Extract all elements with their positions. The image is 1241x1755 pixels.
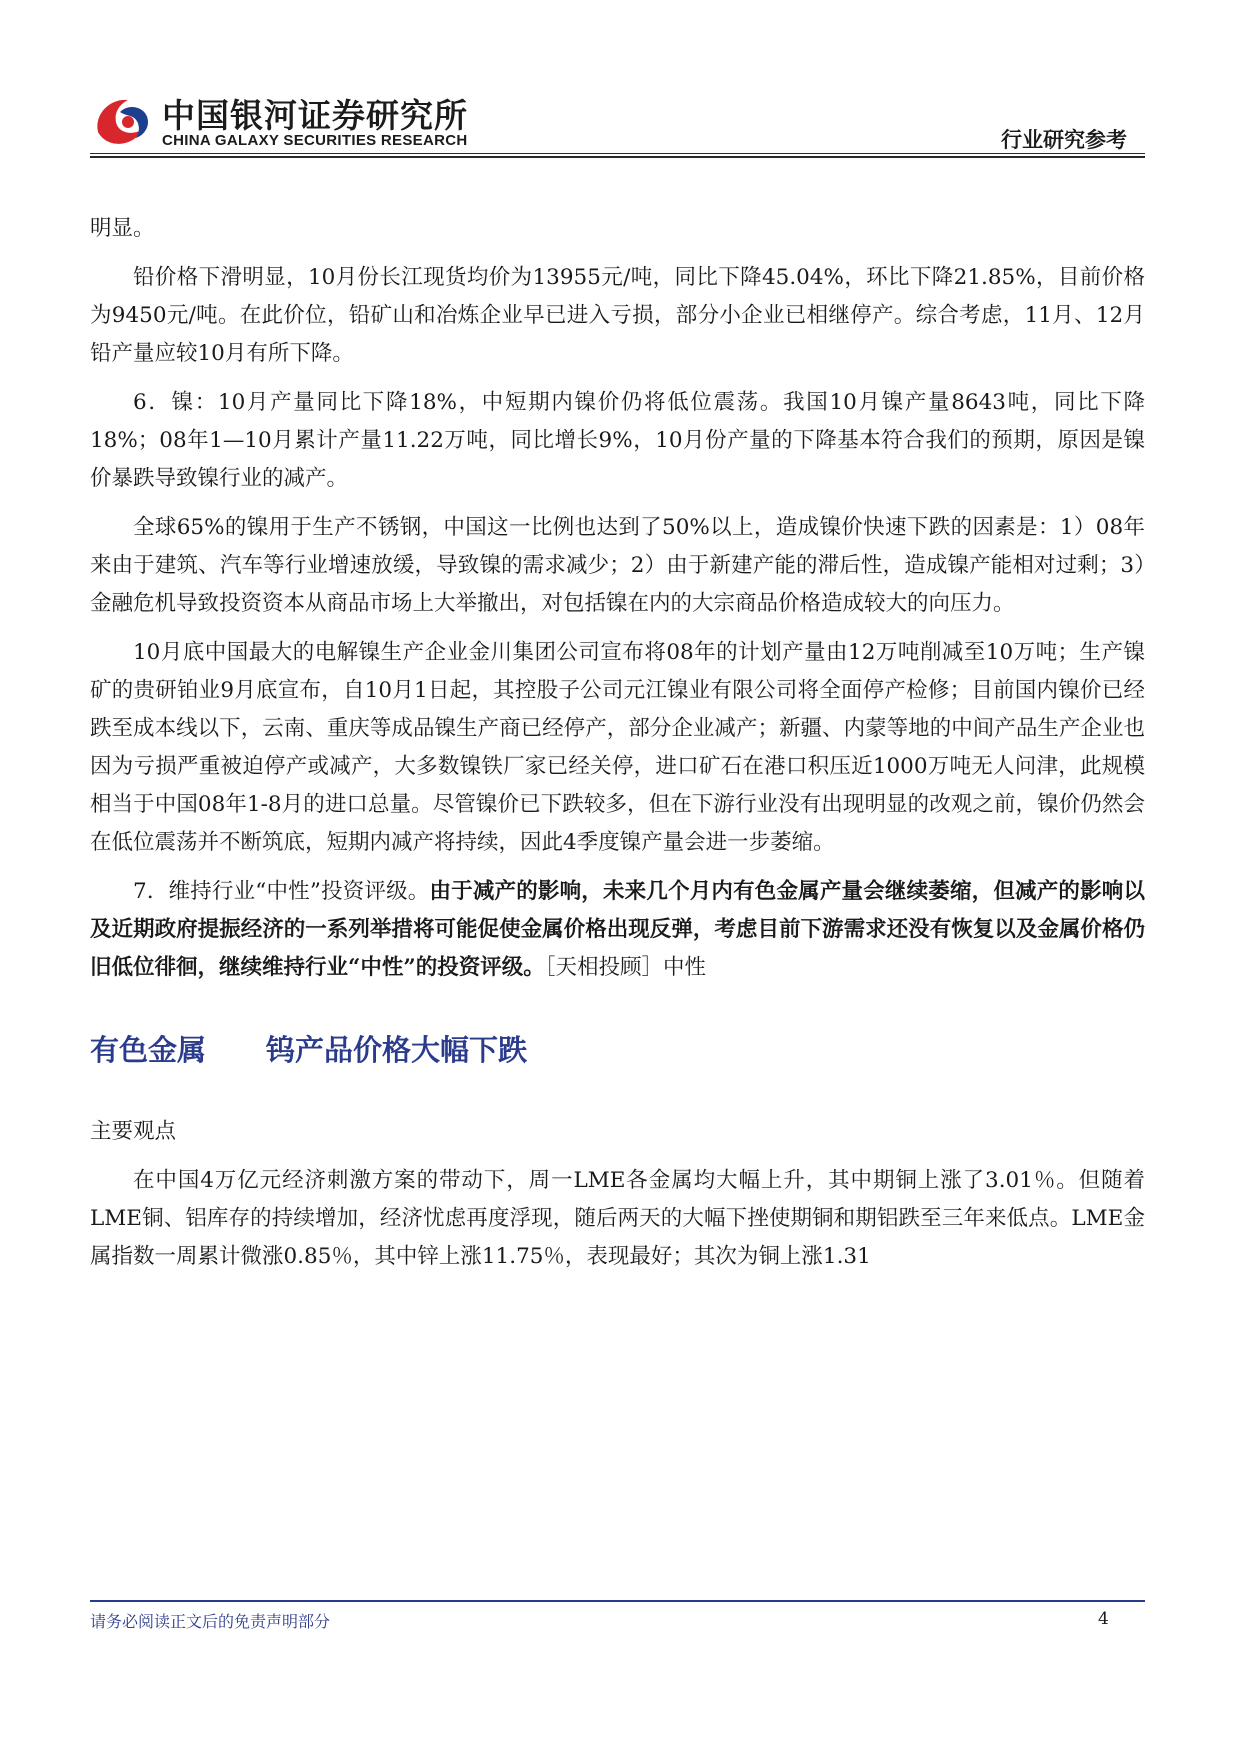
page-number: 4 (1098, 1609, 1109, 1629)
paragraph: 在中国4万亿元经济刺激方案的带动下，周一LME各金属均大幅上升，其中期铜上涨了3.01％。但随着LME铜、铝库存的持续增加，经济忧虑再度浮现，随后两天的大幅下挫使期铜和期铝跌至三年来低点。LME金属指数一周累计微涨0.85％，其中锌上涨11.75％，表现最好；其次为铜上涨1.31 (90, 1168, 1145, 1269)
paragraph: 10月底中国最大的电解镍生产企业金川集团公司宣布将08年的计划产量由12万吨削减至10万吨；生产镍矿的贵研铂业9月底宣布，自10月1日起，其控股子公司元江镍业有限公司将全面停产检修；目前国内镍价已经跌至成本线以下，云南、重庆等成品镍生产商已经停产，部分企业减产；新疆、内蒙等地的中间产品生产企业也因为亏损严重被迫停产或减产，大多数镍铁厂家已经关停，进口矿石在港口积压近1000万吨无人问津，此规模相当于中国08年1-8月的进口总量。尽管镍价已下跌较多，但在下游行业没有出现明显的改观之前，镍价仍然会在低位震荡并不断筑底，短期内减产将持续，因此4季度镍产量会进一步萎缩。 (90, 640, 1145, 855)
paragraph: 明显。 (90, 216, 155, 241)
rating-paragraph (90, 873, 1145, 987)
galaxy-logo-icon (90, 92, 152, 154)
header-divider-thick (90, 156, 1145, 158)
document-type-label: 行业研究参考 (1001, 128, 1127, 152)
article-body (90, 210, 1145, 1276)
rating-emphasis: 由于减产的影响，未来几个月内有色金属产量会继续萎缩，但减产的影响以及近期政府提振经济的一系列举措将可能促使金属价格出现反弹，考虑目前下游需求还没有恢复以及金属价格仍旧低位徘徊，继续维持行业“中性”的投资评级。 (90, 879, 1145, 980)
rating-lead: 7．维持行业“中性”投资评级。 (133, 879, 430, 904)
header-divider-thin (90, 153, 1145, 154)
paragraph: 6．镍：10月产量同比下降18%，中短期内镍价仍将低位震荡。我国10月镍产量8643吨，同比下降18%；08年1—10月累计产量11.22万吨，同比增长9%，10月份产量的下降基本符合我们的预期，原因是镍价暴跌导致镍行业的减产。 (90, 390, 1145, 491)
disclaimer-note: 请务必阅读正文后的免责声明部分 (90, 1612, 331, 1631)
logo-english-name: CHINA GALAXY SECURITIES RESEARCH (162, 132, 468, 149)
logo-chinese-name: 中国银河证券研究所 (162, 96, 468, 135)
section-heading (90, 1031, 1145, 1069)
page-header (90, 84, 1145, 154)
section-title: 钨产品价格大幅下跌 (266, 1033, 528, 1067)
section-category: 有色金属 (90, 1033, 207, 1067)
rating-source: ［天相投顾］中性 (544, 955, 707, 980)
main-view-label: 主要观点 (90, 1119, 177, 1144)
paragraph: 全球65%的镍用于生产不锈钢，中国这一比例也达到了50%以上，造成镍价快速下跌的因素是：1）08年来由于建筑、汽车等行业增速放缓，导致镍的需求减少；2）由于新建产能的滞后性，造成镍产能相对过剩；3）金融危机导致投资资本从商品市场上大举撤出，对包括镍在内的大宗商品价格造成较大的向压力。 (90, 515, 1145, 616)
footer-divider (90, 1600, 1145, 1602)
paragraph: 铅价格下滑明显，10月份长江现货均价为13955元/吨，同比下降45.04%，环比下降21.85%，目前价格为9450元/吨。在此价位，铅矿山和冶炼企业早已进入亏损，部分小企业已相继停产。综合考虑，11月、12月铅产量应较10月有所下降。 (90, 265, 1145, 366)
